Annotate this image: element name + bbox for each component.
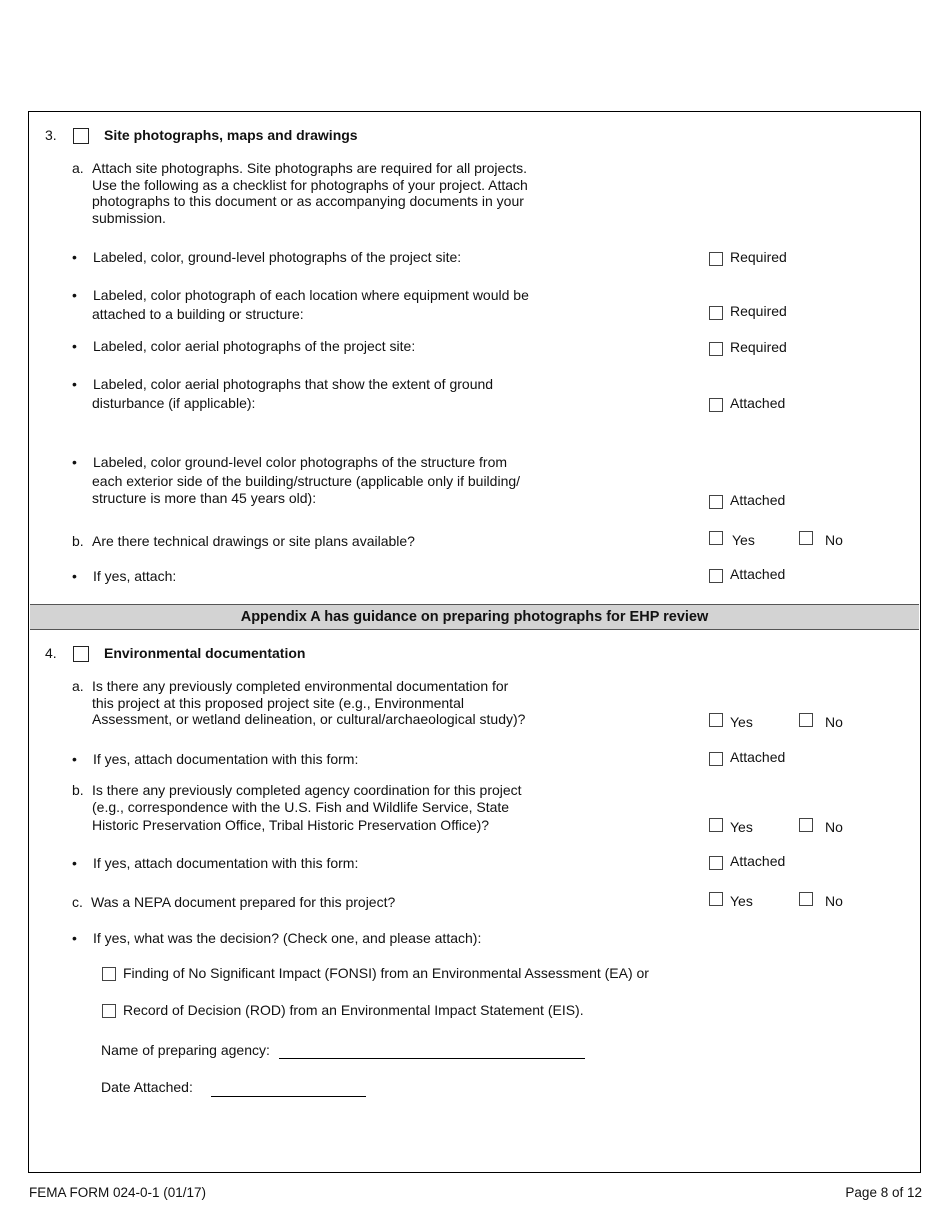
photo-item-5-line-1: Labeled, color ground-level color photographs of the structure from: [93, 454, 508, 470]
section-3-number: 3.: [45, 127, 57, 143]
section-3a-line-2: Use the following as a checklist for photographs of your project. Attach: [92, 177, 528, 193]
section-4c-no-checkbox[interactable]: [799, 892, 813, 906]
photo-item-3-text: Labeled, color aerial photographs of the project site:: [93, 338, 416, 354]
fonsi-checkbox[interactable]: [102, 967, 116, 981]
section-3a-line-1: Attach site photographs. Site photographs are required for all projects.: [92, 160, 528, 176]
bullet: •: [72, 249, 77, 265]
bullet: •: [72, 751, 77, 767]
photo-item-2-status: Required: [730, 303, 787, 319]
section-4b-attached-checkbox[interactable]: [709, 856, 723, 870]
section-3b-yes-checkbox[interactable]: [709, 531, 723, 545]
bullet: •: [72, 376, 77, 392]
bullet: •: [72, 930, 77, 946]
section-3-checkbox[interactable]: [73, 128, 89, 144]
section-4a-followup: If yes, attach documentation with this form:: [93, 751, 359, 767]
photo-item-3-status: Required: [730, 339, 787, 355]
photo-item-1-checkbox[interactable]: [709, 252, 723, 266]
section-3b-yes-label: Yes: [732, 532, 755, 548]
section-4-checkbox[interactable]: [73, 646, 89, 662]
fonsi-label: Finding of No Significant Impact (FONSI) from an Environmental Assessment (EA) or: [123, 965, 649, 981]
section-3b-question: Are there technical drawings or site plans available?: [92, 533, 415, 549]
photo-item-4-checkbox[interactable]: [709, 398, 723, 412]
section-4b-no-checkbox[interactable]: [799, 818, 813, 832]
section-4b-line-3: Historic Preservation Office, Tribal Historic Preservation Office)?: [92, 817, 490, 833]
page-number: Page 8 of 12: [845, 1185, 922, 1200]
section-4a-label: a.: [72, 678, 84, 694]
agency-label: Name of preparing agency:: [101, 1042, 270, 1058]
section-4b-followup: If yes, attach documentation with this form:: [93, 855, 359, 871]
section-4b-attached-label: Attached: [730, 853, 786, 869]
photo-item-4-line-1: Labeled, color aerial photographs that show the extent of ground: [93, 376, 494, 392]
section-4-number: 4.: [45, 645, 57, 661]
section-4b-line-1: Is there any previously completed agency coordination for this project: [92, 782, 522, 798]
section-4a-line-3: Assessment, or wetland delineation, or cultural/archaeological study)?: [92, 711, 526, 727]
section-4a-no-label: No: [825, 714, 843, 730]
section-4c-label: c.: [72, 894, 83, 910]
form-id: FEMA FORM 024-0-1 (01/17): [29, 1185, 207, 1200]
agency-input-line[interactable]: [279, 1058, 585, 1059]
photo-item-4-status: Attached: [730, 395, 786, 411]
section-3b-label: b.: [72, 533, 84, 549]
bullet: •: [72, 454, 77, 470]
date-label: Date Attached:: [101, 1079, 193, 1095]
section-4c-question: Was a NEPA document prepared for this project?: [91, 894, 396, 910]
photo-item-5-checkbox[interactable]: [709, 495, 723, 509]
section-4a-attached-label: Attached: [730, 749, 786, 765]
section-4c-yes-checkbox[interactable]: [709, 892, 723, 906]
section-4a-line-2: this project at this proposed project site (e.g., Environmental: [92, 695, 464, 711]
photo-item-5-line-2: each exterior side of the building/structure (applicable only if building/: [92, 473, 521, 489]
section-4a-line-1: Is there any previously completed environmental documentation for: [92, 678, 509, 694]
section-3-title: Site photographs, maps and drawings: [104, 127, 358, 143]
form-frame: [28, 111, 921, 1173]
section-4a-no-checkbox[interactable]: [799, 713, 813, 727]
photo-item-2-line-2: attached to a building or structure:: [92, 306, 304, 322]
photo-item-1-text: Labeled, color, ground-level photographs of the project site:: [93, 249, 462, 265]
bullet: •: [72, 338, 77, 354]
section-4b-yes-checkbox[interactable]: [709, 818, 723, 832]
photo-item-5-line-3: structure is more than 45 years old):: [92, 490, 317, 506]
appendix-banner: Appendix A has guidance on preparing photographs for EHP review: [30, 604, 919, 630]
section-4c-followup: If yes, what was the decision? (Check one, and please attach):: [93, 930, 482, 946]
section-4b-line-2: (e.g., correspondence with the U.S. Fish and Wildlife Service, State: [92, 799, 510, 815]
section-3b-attached-checkbox[interactable]: [709, 569, 723, 583]
rod-checkbox[interactable]: [102, 1004, 116, 1018]
section-3a-line-3: photographs to this document or as accompanying documents in your: [92, 193, 524, 209]
section-4-title: Environmental documentation: [104, 645, 306, 661]
section-3b-no-label: No: [825, 532, 843, 548]
bullet: •: [72, 855, 77, 871]
section-4c-no-label: No: [825, 893, 843, 909]
section-4b-label: b.: [72, 782, 84, 798]
section-3a-label: a.: [72, 160, 84, 176]
photo-item-2-checkbox[interactable]: [709, 306, 723, 320]
photo-item-1-status: Required: [730, 249, 787, 265]
photo-item-4-line-2: disturbance (if applicable):: [92, 395, 256, 411]
photo-item-3-checkbox[interactable]: [709, 342, 723, 356]
rod-label: Record of Decision (ROD) from an Environmental Impact Statement (EIS).: [123, 1002, 584, 1018]
bullet: •: [72, 287, 77, 303]
section-3a-line-4: submission.: [92, 210, 166, 226]
bullet: •: [72, 568, 77, 584]
section-4b-no-label: No: [825, 819, 843, 835]
photo-item-2-line-1: Labeled, color photograph of each location where equipment would be: [93, 287, 529, 303]
section-4c-yes-label: Yes: [730, 893, 753, 909]
section-4a-attached-checkbox[interactable]: [709, 752, 723, 766]
date-input-line[interactable]: [211, 1096, 366, 1097]
photo-item-5-status: Attached: [730, 492, 786, 508]
section-4a-yes-label: Yes: [730, 714, 753, 730]
section-4b-yes-label: Yes: [730, 819, 753, 835]
section-4a-yes-checkbox[interactable]: [709, 713, 723, 727]
section-3b-followup: If yes, attach:: [93, 568, 177, 584]
section-3b-attached-label: Attached: [730, 566, 786, 582]
section-3b-no-checkbox[interactable]: [799, 531, 813, 545]
